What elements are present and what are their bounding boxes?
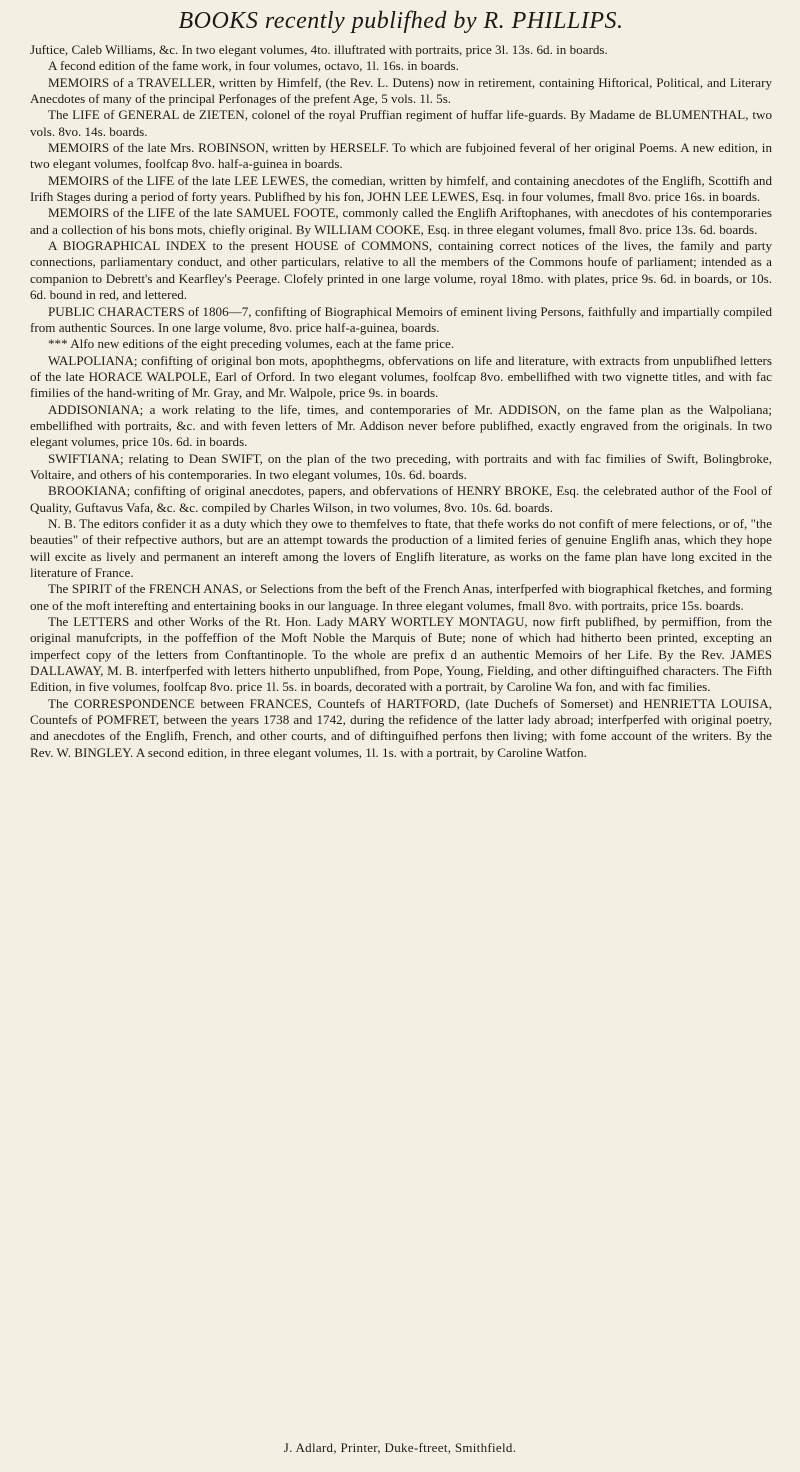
book-entry: The CORRESPONDENCE between FRANCES, Countefs of HARTFORD, (late Duchefs of Somerset) and HENRIETTA LOUISA, Countefs of POMFRET, between the years 1738 and 1742, during the refidence of the latter lady abroad; interfperfed with original poetry, and anecdotes of the Englifh, French, and other courts, and of diftinguifhed perfons then living; with fome account of the writers. By the Rev. W. BINGLEY. A second edition, in three elegant volumes, 1l. 1s. with a portrait, by Caroline Watfon. bbox=[30, 695, 772, 760]
book-entry: MEMOIRS of a TRAVELLER, written by Himfelf, (the Rev. L. Dutens) now in retirement, containing Hiftorical, Political, and Literary Anecdotes of many of the principal Perfonages of the prefent Age, 5 vols. 1l. 5s. bbox=[30, 74, 772, 107]
editors-note: N. B. The editors confider it as a duty which they owe to themfelves to ftate, that thefe works do not confift of mere felections, or of, "the beauties" of their refpective authors, but are an attempt towards the production of a limited feries of genuine Englifh anas, which they hope will excite as lively and permanent an intereft among the lovers of Englifh literature, as works on the fame plan have long excited in the literature of France. bbox=[30, 515, 772, 580]
book-entry-note: *** Alfo new editions of the eight preceding volumes, each at the fame price. bbox=[48, 336, 455, 352]
book-entry: SWIFTIANA; relating to Dean SWIFT, on the plan of the two preceding, with portraits and with fac fimilies of Swift, Bolingbroke, Voltaire, and others of his contemporaries. In two elegant volumes, 10s. 6d. boards. bbox=[30, 450, 772, 482]
book-entry: The LIFE of GENERAL de ZIETEN, colonel of the royal Pruffian regiment of huffar life-guards. By Madame de BLUMENTHAL, two vols. 8vo. 14s. boards. bbox=[30, 107, 772, 139]
printer-imprint: J. Adlard, Printer, Duke-ftreet, Smithfield. bbox=[283, 1440, 517, 1455]
page-header: BOOKS recently publifhed by R. PHILLIPS. bbox=[178, 8, 624, 34]
book-entry: WALPOLIANA; confifting of original bon mots, apophthegms, obfervations on life and literature, with extracts from unpublifhed letters of the late HORACE WALPOLE, Earl of Orford. In two elegant volumes, foolfcap 8vo. embellifhed with two vignette titles, and with fac fimilies of the hand-writing of Mr. Gray, and Mr. Walpole, price 9s. in boards. bbox=[30, 352, 772, 401]
book-entry: MEMOIRS of the LIFE of the late LEE LEWES, the comedian, written by himfelf, and containing anecdotes of the Englifh, Scottifh and Irifh Stages during a period of forty years. Publifhed by his fon, JOHN LEE LEWES, Esq. in four volumes, fmall 8vo. price 16s. in boards. bbox=[30, 172, 772, 205]
book-list bbox=[30, 42, 772, 761]
book-entry: BROOKIANA; confifting of original anecdotes, papers, and obfervations of HENRY BROKE, Esq. the celebrated author of the Fool of Quality, Guftavus Vafa, &c. &c. compiled by Charles Wilson, in two volumes, 8vo. 10s. 6d. boards. bbox=[30, 483, 772, 515]
book-entry: The SPIRIT of the FRENCH ANAS, or Selections from the beft of the French Anas, interfperfed with biographical fketches, and forming one of the moft interefting and entertaining books in our language. In three elegant volumes, fmall 8vo. with portraits, price 15s. boards. bbox=[30, 581, 772, 613]
book-entry: MEMOIRS of the LIFE of the late SAMUEL FOOTE, commonly called the Englifh Ariftophanes, with anecdotes of his contemporaries and a collection of his bons mots, chiefly original. By WILLIAM COOKE, Esq. in three elegant volumes, fmall 8vo. price 13s. 6d. boards. bbox=[30, 205, 772, 237]
book-entry: A fecond edition of the fame work, in four volumes, octavo, 1l. 16s. in boards. bbox=[48, 58, 459, 74]
book-entry: Juftice, Caleb Williams, &c. In two elegant volumes, 4to. illuftrated with portraits, price 3l. 13s. 6d. in boards. bbox=[30, 42, 608, 57]
book-entry: MEMOIRS of the late Mrs. ROBINSON, written by HERSELF. To which are fubjoined feveral of her original Poems. A new edition, in two elegant volumes, foolfcap 8vo. half-a-guinea in boards. bbox=[30, 140, 772, 172]
book-entry: A BIOGRAPHICAL INDEX to the present HOUSE of COMMONS, containing correct notices of the lives, the family and party connections, parliamentary conduct, and other particulars, relative to all the members of the Commons houfe of parliament; intended as a companion to Debrett's and Kearfley's Peerage. Clofely printed in one large volume, royal 18mo. with plates, price 9s. 6d. in boards, or 10s. 6d. bound in red, and lettered. bbox=[30, 238, 772, 303]
book-entry: ADDISONIANA; a work relating to the life, times, and contemporaries of Mr. ADDISON, on the fame plan as the Walpoliana; embellifhed with portraits, &c. and with feven letters of Mr. Addison never before publifhed, exactly engraved from the originals. In two elegant volumes, price 10s. 6d. in boards. bbox=[30, 401, 772, 450]
book-entry: The LETTERS and other Works of the Rt. Hon. Lady MARY WORTLEY MONTAGU, now firft publifhed, by permiffion, from the original manufcripts, in the poffeffion of the Moft Noble the Marquis of Bute; none of which had hitherto been printed, excepting an imperfect copy of the letters from Conftantinople. To the whole are prefix d an authentic Memoirs of her Life. By the Rev. JAMES DALLAWAY, M. B. interfperfed with letters hitherto unpublifhed, from Pope, Young, Fielding, and other diftinguifhed characters. The Fifth Edition, in five volumes, foolfcap 8vo. price 1l. 5s. in boards, decorated with a portrait, by Caroline Wa fon, and with fac fimilies. bbox=[30, 614, 772, 695]
book-entry: PUBLIC CHARACTERS of 1806—7, confifting of Biographical Memoirs of eminent living Persons, faithfully and impartially compiled from authentic Sources. In one large volume, 8vo. price half-a-guinea, boards. bbox=[30, 303, 772, 335]
